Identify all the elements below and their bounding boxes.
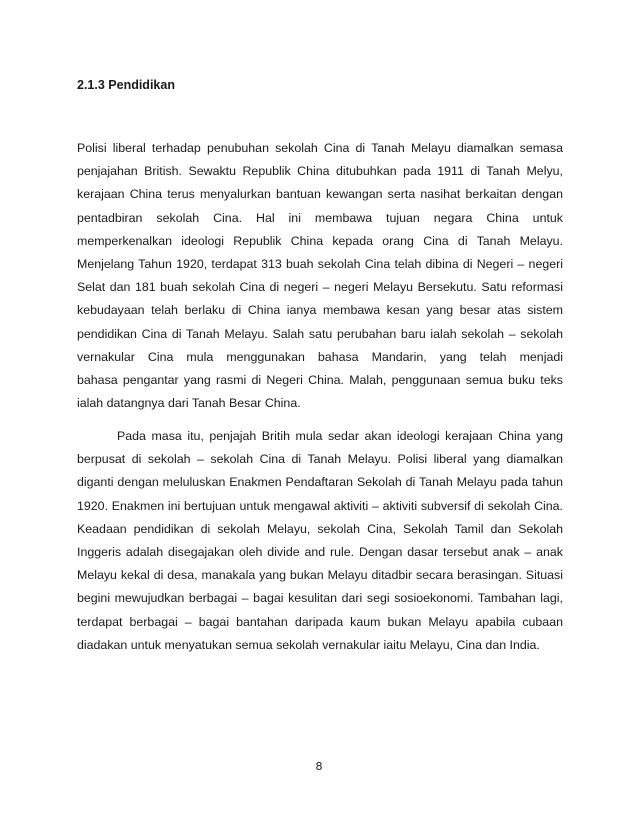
paragraph-line: Melayu kekal di desa, manakala yang bukan Melayu ditadbir secara berasingan. Situasi xyxy=(77,568,563,583)
paragraph-line: Selat dan 181 buah sekolah Cina di negeri – negeri Melayu Bersekutu. Satu reformasi xyxy=(77,280,563,295)
paragraph-line: bahasa pengantar yang rasmi di Negeri China. Malah, penggunaan semua buku teks xyxy=(77,372,563,387)
paragraph-line: Polisi liberal terhadap penubuhan sekolah Cina di Tanah Melayu diamalkan semasa xyxy=(77,141,563,155)
section-heading: 2.1.3 Pendidikan xyxy=(77,78,175,92)
paragraph-line: Menjelang Tahun 1920, terdapat 313 buah sekolah Cina telah dibina di Negeri – negeri xyxy=(77,256,563,271)
paragraph-line: Keadaan pendidikan di sekolah Melayu, sekolah Cina, Sekolah Tamil dan Sekolah xyxy=(77,521,563,536)
paragraph-2 xyxy=(77,425,563,657)
page-number: 8 xyxy=(315,760,323,773)
paragraph-1 xyxy=(77,137,563,415)
paragraph-line: Inggeris adalah disegajakan oleh divide and rule. Dengan dasar tersebut anak – anak xyxy=(77,544,563,559)
paragraph-line: vernakular Cina mula menggunakan bahasa Mandarin, yang telah menjadi xyxy=(77,349,563,364)
paragraph-line: begini mewujudkan berbagai – bagai kesulitan dari segi sosioekonomi. Tambahan lagi, xyxy=(77,591,563,606)
paragraph-line: penjajahan British. Sewaktu Republik China ditubuhkan pada 1911 di Tanah Melyu, xyxy=(77,164,563,179)
paragraph-line: 1920. Enakmen ini bertujuan untuk mengawal aktiviti – aktiviti subversif di sekolah Cina. xyxy=(77,498,563,513)
paragraph-line: Pada masa itu, penjajah Britih mula sedar akan ideologi kerajaan China yang xyxy=(117,429,563,443)
paragraph-line: memperkenalkan ideologi Republik China kepada orang Cina di Tanah Melayu. xyxy=(77,233,563,248)
paragraph-line: berpusat di sekolah – sekolah Cina di Tanah Melayu. Polisi liberal yang diamalkan xyxy=(77,452,563,467)
paragraph-line: ialah datangnya dari Tanah Besar China. xyxy=(77,396,301,411)
paragraph-line: diganti dengan meluluskan Enakmen Pendaftaran Sekolah di Tanah Melayu pada tahun xyxy=(77,475,563,490)
paragraph-line: pendidikan Cina di Tanah Melayu. Salah satu perubahan baru ialah sekolah – sekolah xyxy=(77,326,563,341)
paragraph-line: kerajaan China terus menyalurkan bantuan kewangan serta nasihat berkaitan dengan xyxy=(77,187,563,202)
paragraph-line: diadakan untuk menyatukan semua sekolah vernakular iaitu Melayu, Cina dan India. xyxy=(77,637,540,652)
paragraph-line: pentadbiran sekolah Cina. Hal ini membawa tujuan negara China untuk xyxy=(77,210,563,225)
paragraph-line: kebudayaan telah berlaku di China ianya membawa kesan yang besar atas sistem xyxy=(77,303,563,318)
paragraph-line: terdapat berbagai – bagai bantahan daripada kaum bukan Melayu apabila cubaan xyxy=(77,614,563,629)
